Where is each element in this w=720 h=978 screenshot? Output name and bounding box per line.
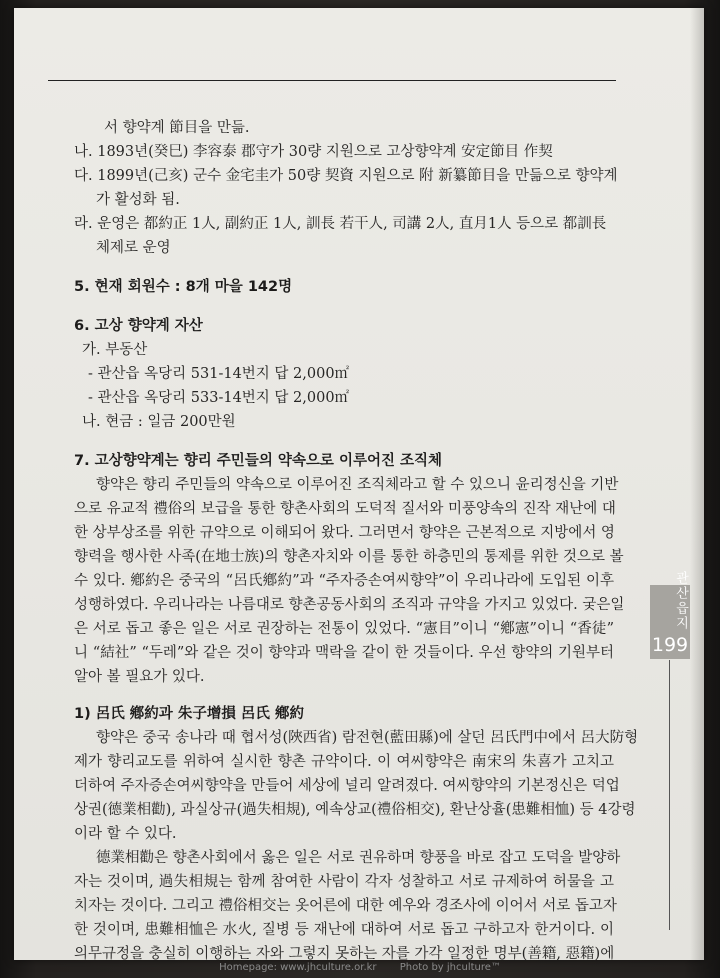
list-item: - 관산읍 옥당리 533-14번지 답 2,000㎡ [88, 390, 350, 406]
paragraph-line: 니 “結社” “두레”와 같은 것이 향약과 맥락을 같이 한 것들이다. 우선 향약의 기원부터 [74, 645, 614, 661]
list-item: 가. 부동산 [82, 342, 148, 358]
list-item: 나. 1893년(癸巳) 李容泰 郡守가 30량 지원으로 고상향약계 安定節目 作契 [74, 144, 553, 160]
page-number: 199 [651, 634, 689, 656]
list-item: 서 향약계 節目을 만듦. [104, 120, 250, 136]
paragraph-line: 성행하였다. 우리나라는 나름대로 향촌공동사회의 조직과 규약을 가지고 있었다. 궂은일 [74, 597, 625, 613]
list-item: 다. 1899년(己亥) 군수 金宅圭가 50량 契資 지원으로 附 新纂節目을 만듦으로 향약계 [74, 168, 618, 184]
photo-footer [0, 962, 720, 973]
header-rule [48, 80, 616, 81]
margin-line [669, 660, 670, 930]
paragraph-line: 향력을 행사한 사족(在地士族)의 향촌자치와 이를 통한 하층민의 통제를 위한 것으로 볼 [74, 549, 624, 565]
paragraph-line: 수 있다. 鄕約은 중국의 “呂氏鄕約”과 “주자증손여씨향약”이 우리나라에 도입된 이후 [74, 573, 614, 589]
paragraph-line: 상권(德業相勸), 과실상규(過失相規), 예속상교(禮俗相交), 환난상휼(患難相恤) 등 4강령 [74, 802, 636, 818]
paragraph-line: 한 상부상조를 위한 규약으로 이해되어 왔다. 그러면서 향약은 근본적으로 지방에서 영 [74, 525, 615, 541]
section-heading-5: 5. 현재 회원수 : 8개 마을 142명 [74, 279, 293, 295]
paragraph-line: 제가 향리교도를 위하여 실시한 향촌 규약이다. 이 여씨향약은 南宋의 朱喜가 고치고 [74, 754, 614, 770]
list-item: 가 활성화 됨. [96, 192, 180, 208]
paragraph-line: 자는 것이며, 過失相規는 함께 참여한 사람이 각자 성찰하고 서로 규제하여 허물을 고 [74, 874, 614, 890]
list-item: 라. 운영은 都約正 1人, 副約正 1人, 訓長 若干人, 司講 2人, 直月1人 등으로 都訓長 [74, 216, 607, 232]
subsection-heading-1: 1) 呂氏 鄕約과 朱子增損 呂氏 鄕約 [74, 706, 304, 722]
paragraph-line: 의무규정을 충실히 이행하는 자와 그렇지 못하는 자를 가각 일정한 명부(善籍, 惡籍)에 [74, 946, 615, 962]
photo-credit: Photo by jhculture™ [399, 962, 501, 973]
section-heading-6: 6. 고상 향약계 자산 [74, 318, 203, 334]
paragraph-line: 이라 할 수 있다. [74, 826, 177, 842]
paragraph-line: 한 것이며, 患難相恤은 水火, 질병 등 재난에 대하여 서로 돕고 구하고자 한거이다. 이 [74, 922, 614, 938]
paragraph-line: 치자는 것이다. 그리고 禮俗相交는 옷어른에 대한 예우와 경조사에 이어서 서로 돕고자 [74, 898, 617, 914]
section-heading-7: 7. 고상향약계는 향리 주민들의 약속으로 이루어진 조직체 [74, 453, 443, 469]
paragraph-line: 으로 유교적 禮俗의 보급을 통한 향촌사회의 도덕적 질서와 미풍양속의 진작 재난에 대 [74, 501, 616, 517]
paragraph-line: 은 서로 돕고 좋은 일은 서로 권장하는 전통이 있었다. “憲目”이니 “鄕憲”이니 “香徒” [74, 621, 614, 637]
list-item: - 관산읍 옥당리 531-14번지 답 2,000㎡ [88, 366, 350, 382]
paragraph-line: 향약은 향리 주민들의 약속으로 이루어진 조직체라고 할 수 있으니 윤리정신을 기반 [96, 477, 619, 493]
paragraph-line: 德業相勸은 향촌사회에서 옳은 일은 서로 권유하며 향풍을 바로 잡고 도덕을 발양하 [96, 850, 621, 866]
paragraph-line: 향약은 중국 송나라 때 협서성(陜西省) 람전현(藍田縣)에 살던 呂氏門中에서 呂大防형 [96, 730, 639, 746]
chapter-title: 관산읍지 [673, 571, 688, 631]
homepage-credit: Homepage: www.jhculture.or.kr [219, 962, 377, 973]
list-item: 체제로 운영 [96, 240, 171, 256]
page-body [74, 116, 639, 966]
paragraph-line: 더하여 주자증손여씨향약을 만들어 세상에 널리 알려졌다. 여씨향약의 기본정신은 덕업 [74, 778, 620, 794]
paragraph-line: 알아 볼 필요가 있다. [74, 669, 205, 685]
list-item: 나. 현금 : 일금 200만원 [82, 414, 236, 430]
